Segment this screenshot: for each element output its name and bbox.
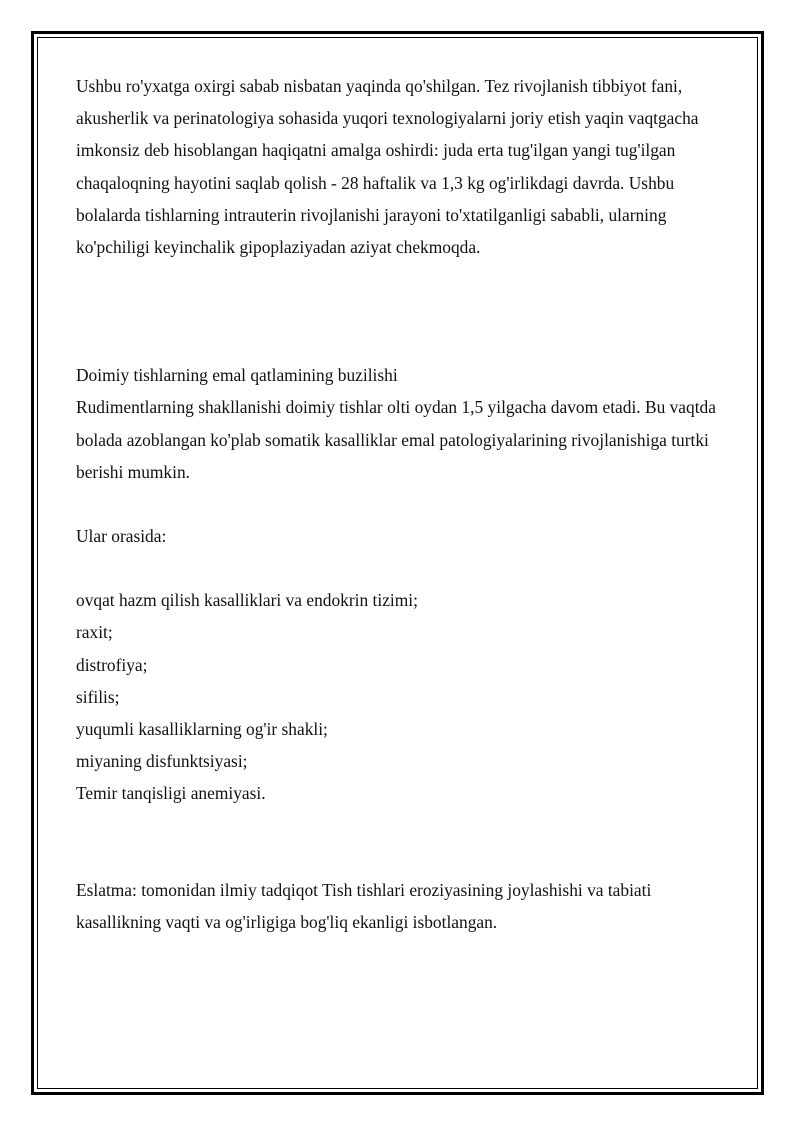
condition-list (76, 584, 726, 809)
note-paragraph: Eslatma: tomonidan ilmiy tadqiqot Tish tishlari eroziyasining joylashishi va tabiati kasallikning vaqti va og'irligiga bog'liq ekanligi isbotlangan. (76, 879, 652, 932)
spacer (76, 552, 726, 584)
list-item: sifilis; (76, 686, 120, 707)
spacer (76, 810, 726, 874)
spacer (76, 263, 726, 359)
list-item: distrofiya; (76, 654, 148, 675)
list-item: miyaning disfunktsiyasi; (76, 751, 248, 772)
section-paragraph: Rudimentlarning shakllanishi doimiy tishlar olti oydan 1,5 yilgacha davom etadi. Bu vaqtda bolada azoblangan ko'plab somatik kasalliklar emal patologiyalarining rivojlanishiga turtki berishi mumkin. (76, 397, 716, 482)
list-item: yuqumli kasalliklarning og'ir shakli; (76, 719, 328, 740)
list-item: ovqat hazm qilish kasalliklari va endokrin tizimi; (76, 590, 418, 611)
document-body (76, 70, 726, 938)
list-item: Temir tanqisligi anemiyasi. (76, 783, 266, 804)
intro-paragraph: Ushbu ro'yxatga oxirgi sabab nisbatan yaqinda qo'shilgan. Tez rivojlanish tibbiyot fani, akusherlik va perinatologiya sohasida yuqori texnologiyalarni joriy etish yaqin vaqtgacha imkonsiz deb hisoblangan haqiqatni amalga oshirdi: juda erta tug'ilgan yangi tug'ilgan chaqaloqning hayotini saqlab qolish - 28 haftalik va 1,3 kg og'irlikdagi davrda. Ushbu bolalarda tishlarning intrauterin rivojlanishi jarayoni to'xtatilganligi sababli, ularning ko'pchiligi keyinchalik gipoplaziyadan aziyat chekmoqda. (76, 76, 699, 258)
list-intro: Ular orasida: (76, 526, 167, 547)
spacer (76, 488, 726, 520)
section-heading: Doimiy tishlarning emal qatlamining buzilishi (76, 365, 398, 386)
list-item: raxit; (76, 622, 113, 643)
